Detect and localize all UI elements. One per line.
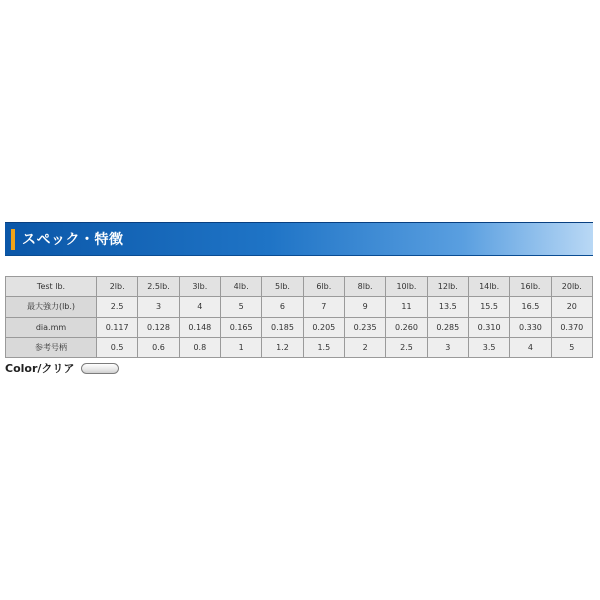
table-cell: 4lb. (220, 277, 261, 297)
table-cell: 0.260 (386, 317, 427, 337)
color-swatch (81, 363, 119, 374)
table-cell: 10lb. (386, 277, 427, 297)
table-cell: 0.330 (510, 317, 551, 337)
row-header: 最大強力(lb.) (6, 297, 97, 317)
table-cell: 20lb. (551, 277, 592, 297)
table-cell: 0.205 (303, 317, 344, 337)
table-cell: 2lb. (97, 277, 138, 297)
spec-table (5, 276, 593, 358)
table-cell: 0.285 (427, 317, 468, 337)
table-cell: 16.5 (510, 297, 551, 317)
table-row-reference-number (6, 337, 593, 357)
table-cell: 0.117 (97, 317, 138, 337)
table-cell: 20 (551, 297, 592, 317)
row-header: Test lb. (6, 277, 97, 297)
table-cell: 5lb. (262, 277, 303, 297)
table-cell: 15.5 (468, 297, 509, 317)
section-title: スペック・特徴 (22, 232, 124, 248)
table-cell: 16lb. (510, 277, 551, 297)
row-header: 参考号柄 (6, 337, 97, 357)
table-cell: 5 (551, 337, 592, 357)
table-cell: 2.5 (97, 297, 138, 317)
table-cell: 0.310 (468, 317, 509, 337)
table-cell: 12lb. (427, 277, 468, 297)
table-cell: 0.148 (179, 317, 220, 337)
table-cell: 3 (138, 297, 179, 317)
table-cell: 0.185 (262, 317, 303, 337)
table-cell: 0.128 (138, 317, 179, 337)
table-cell: 3lb. (179, 277, 220, 297)
table-cell: 2.5lb. (138, 277, 179, 297)
table-cell: 9 (344, 297, 385, 317)
table-cell: 14lb. (468, 277, 509, 297)
table-cell: 2.5 (386, 337, 427, 357)
table-cell: 7 (303, 297, 344, 317)
color-row (5, 360, 119, 376)
table-cell: 0.6 (138, 337, 179, 357)
table-cell: 3 (427, 337, 468, 357)
table-cell: 13.5 (427, 297, 468, 317)
table-cell: 0.370 (551, 317, 592, 337)
table-cell: 8lb. (344, 277, 385, 297)
table-cell: 1.5 (303, 337, 344, 357)
table-cell: 6 (262, 297, 303, 317)
table-cell: 5 (220, 297, 261, 317)
table-row-test-lb (6, 277, 593, 297)
table-row-max-strength (6, 297, 593, 317)
table-cell: 1 (220, 337, 261, 357)
section-banner (5, 222, 593, 256)
table-cell: 4 (510, 337, 551, 357)
table-cell: 0.235 (344, 317, 385, 337)
color-label: Color/クリア (5, 362, 75, 375)
table-cell: 11 (386, 297, 427, 317)
row-header: dia.mm (6, 317, 97, 337)
table-cell: 0.8 (179, 337, 220, 357)
table-cell: 0.5 (97, 337, 138, 357)
banner-accent-bar (11, 229, 15, 250)
table-cell: 1.2 (262, 337, 303, 357)
table-row-diameter (6, 317, 593, 337)
table-cell: 0.165 (220, 317, 261, 337)
table-cell: 2 (344, 337, 385, 357)
table-cell: 3.5 (468, 337, 509, 357)
table-cell: 6lb. (303, 277, 344, 297)
table-cell: 4 (179, 297, 220, 317)
